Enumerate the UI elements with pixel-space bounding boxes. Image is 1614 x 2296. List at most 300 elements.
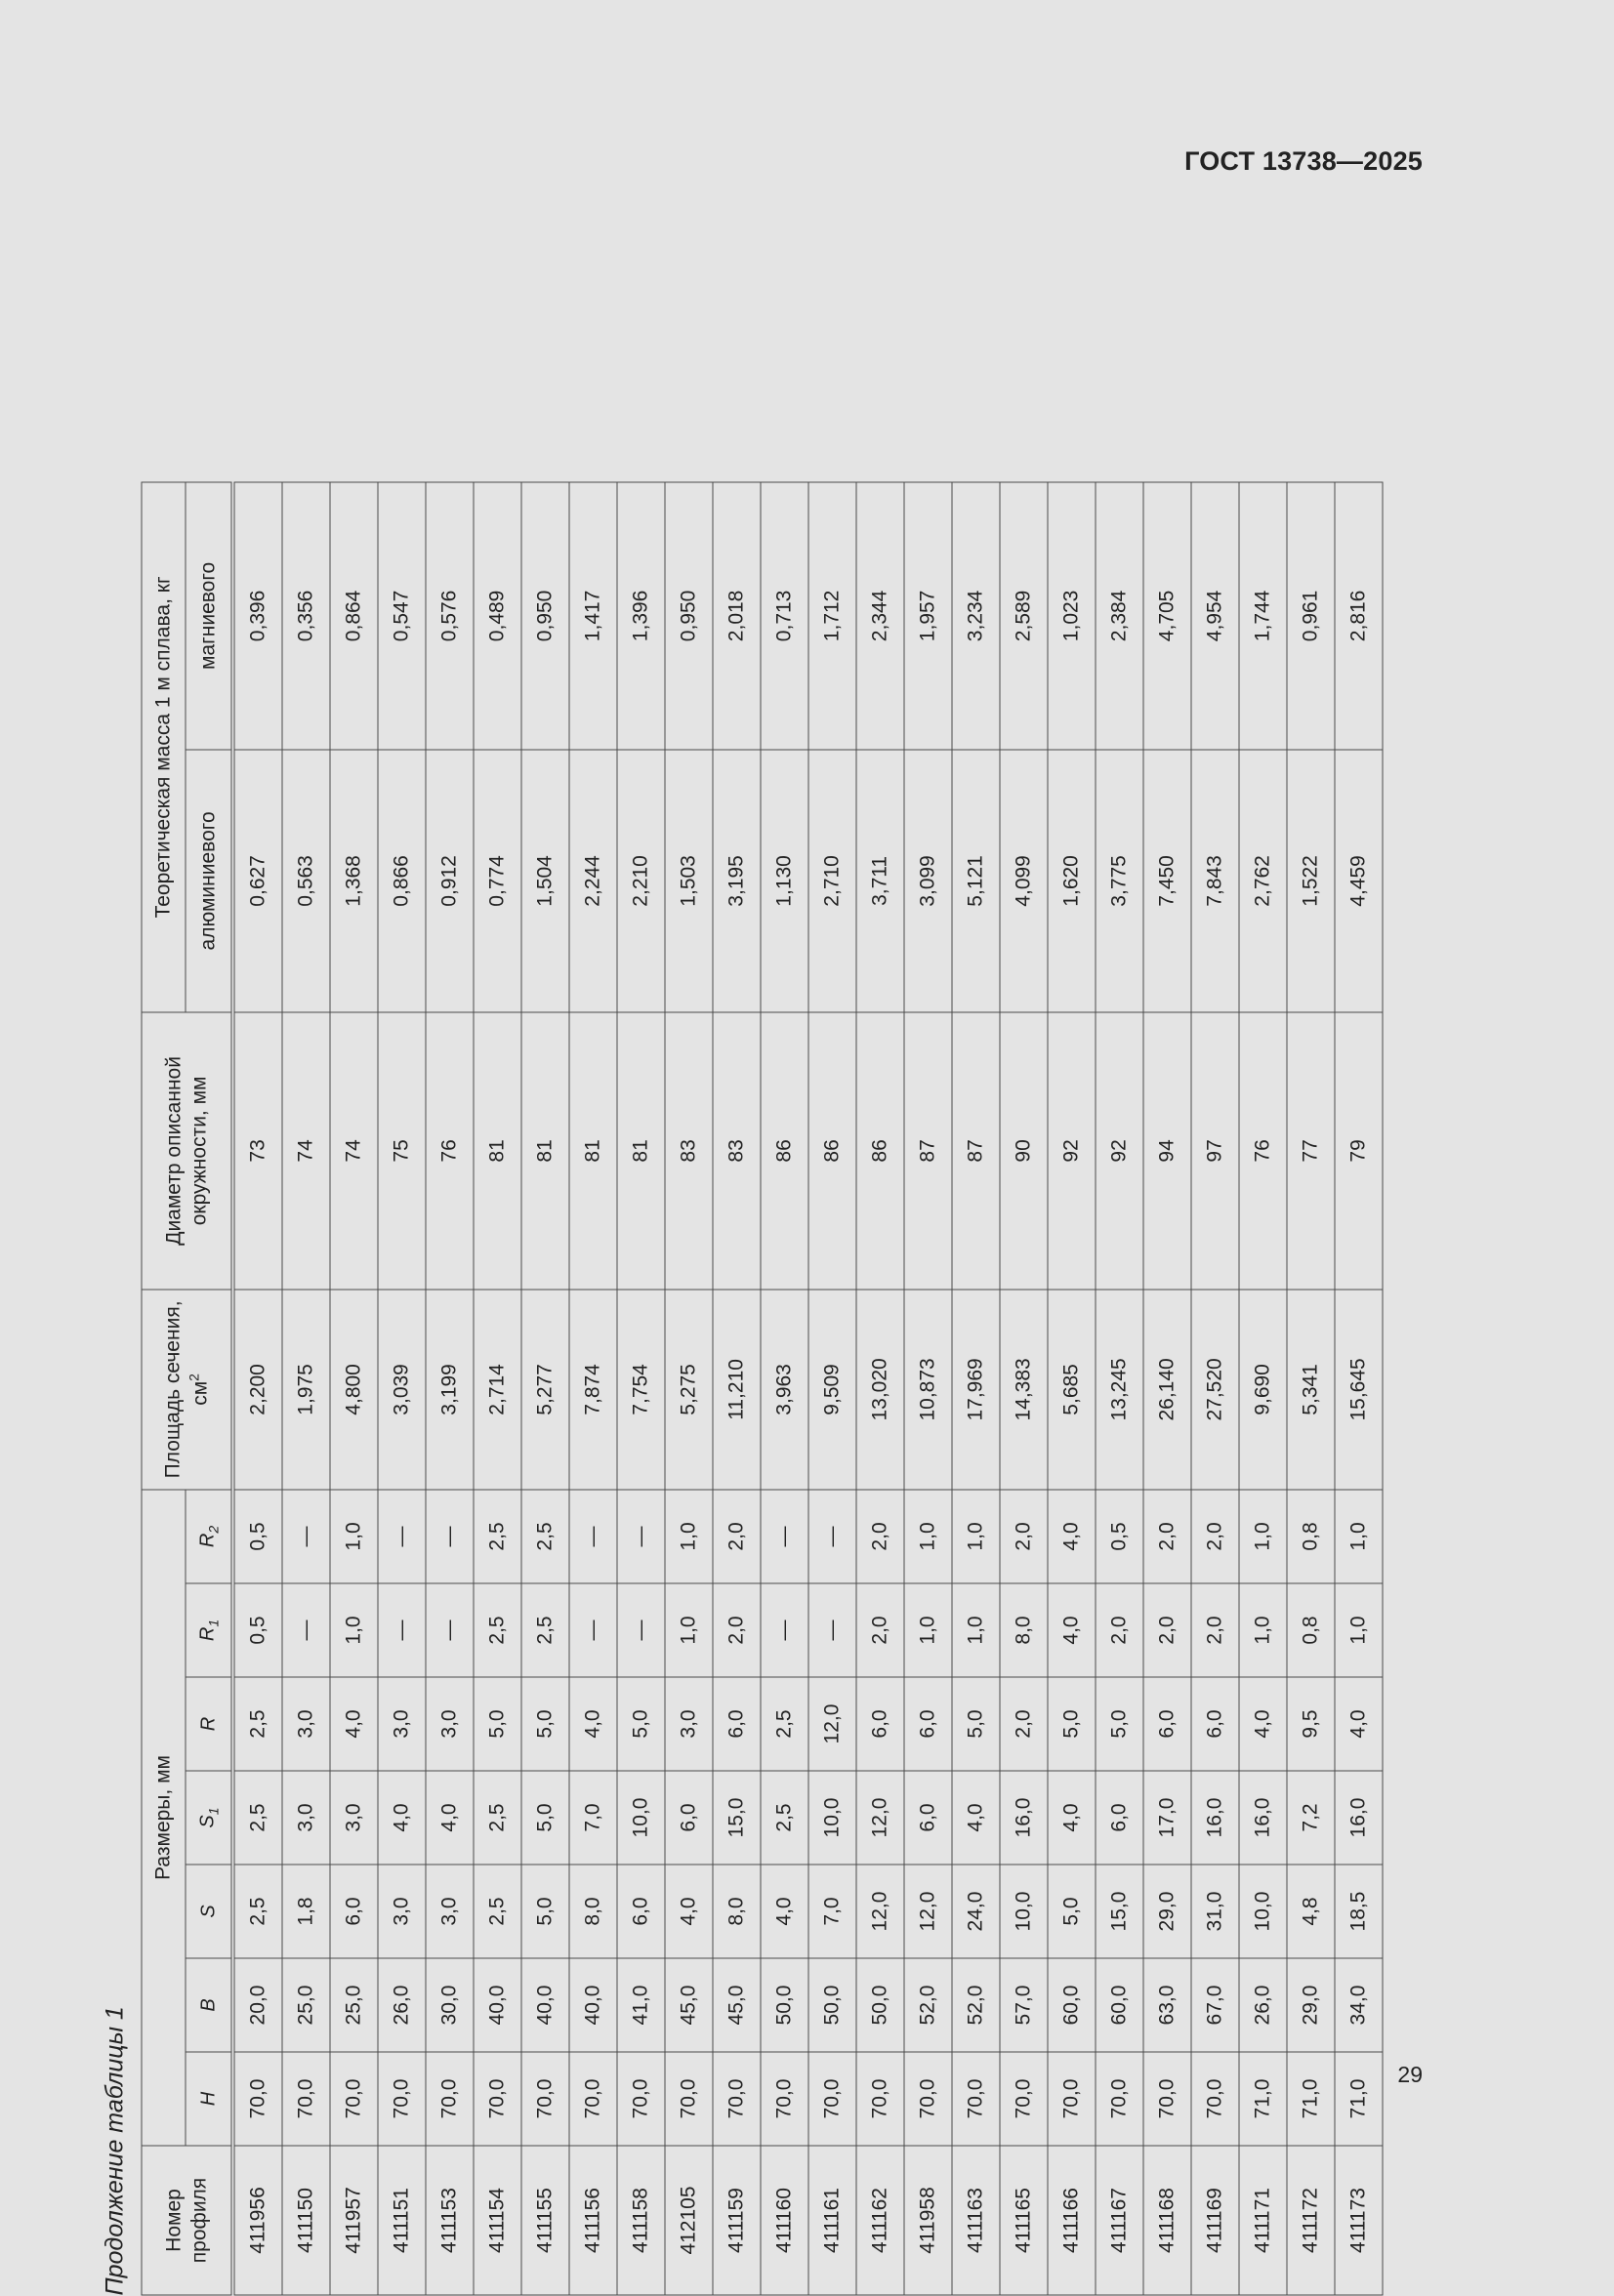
cell-r: 6,0	[856, 1677, 904, 1771]
cell-h: 70,0	[233, 2052, 283, 2146]
header-area	[142, 1290, 233, 1490]
table-row	[521, 482, 569, 2295]
cell-r2: 0,5	[233, 1490, 283, 1583]
cell-diameter: 86	[761, 1012, 808, 1290]
cell-h: 70,0	[904, 2052, 952, 2146]
cell-s1: 4,0	[378, 1771, 426, 1865]
header-S1-text: S	[196, 1815, 219, 1828]
cell-magnesium: 3,234	[952, 482, 1000, 750]
cell-profile: 411162	[856, 2146, 904, 2295]
cell-area: 3,039	[378, 1290, 426, 1490]
cell-aluminum: 3,099	[904, 750, 952, 1012]
cell-aluminum: 3,195	[713, 750, 761, 1012]
cell-r2: 2,0	[713, 1490, 761, 1583]
cell-profile: 411150	[282, 2146, 330, 2295]
cell-r1: 1,0	[1335, 1583, 1383, 1677]
cell-s1: 4,0	[426, 1771, 474, 1865]
cell-magnesium: 1,712	[808, 482, 856, 750]
cell-r2: 2,0	[856, 1490, 904, 1583]
cell-s1: 10,0	[617, 1771, 665, 1865]
table-row	[378, 482, 426, 2295]
cell-area: 26,140	[1143, 1290, 1191, 1490]
table-row	[904, 482, 952, 2295]
cell-r: 5,0	[1048, 1677, 1096, 1771]
header-R2	[186, 1490, 233, 1583]
cell-aluminum: 5,121	[952, 750, 1000, 1012]
cell-r: 4,0	[1239, 1677, 1287, 1771]
table-row	[617, 482, 665, 2295]
cell-s: 31,0	[1191, 1865, 1239, 1958]
cell-diameter: 87	[952, 1012, 1000, 1290]
cell-diameter: 81	[569, 1012, 617, 1290]
cell-aluminum: 1,368	[330, 750, 378, 1012]
cell-magnesium: 4,705	[1143, 482, 1191, 750]
cell-r: 3,0	[378, 1677, 426, 1771]
header-aluminum: алюминиевого	[186, 750, 233, 1012]
cell-magnesium: 0,356	[282, 482, 330, 750]
cell-area: 7,874	[569, 1290, 617, 1490]
cell-r: 3,0	[426, 1677, 474, 1771]
cell-r1: 2,0	[713, 1583, 761, 1677]
header-profile-number: Номер профиля	[142, 2146, 233, 2295]
cell-h: 70,0	[474, 2052, 521, 2146]
cell-profile: 411151	[378, 2146, 426, 2295]
cell-profile: 411173	[1335, 2146, 1383, 2295]
cell-magnesium: 2,384	[1096, 482, 1143, 750]
cell-magnesium: 1,023	[1048, 482, 1096, 750]
cell-area: 2,200	[233, 1290, 283, 1490]
cell-profile: 411958	[904, 2146, 952, 2295]
cell-r2: —	[569, 1490, 617, 1583]
cell-s1: 16,0	[1335, 1771, 1383, 1865]
cell-magnesium: 1,396	[617, 482, 665, 750]
cell-b: 60,0	[1096, 1958, 1143, 2052]
cell-s: 3,0	[426, 1865, 474, 1958]
cell-diameter: 90	[1000, 1012, 1048, 1290]
cell-h: 71,0	[1287, 2052, 1335, 2146]
cell-h: 71,0	[1335, 2052, 1383, 2146]
cell-s1: 10,0	[808, 1771, 856, 1865]
cell-area: 3,963	[761, 1290, 808, 1490]
table-row	[1143, 482, 1191, 2295]
cell-r: 2,5	[761, 1677, 808, 1771]
cell-aluminum: 2,710	[808, 750, 856, 1012]
cell-diameter: 74	[330, 1012, 378, 1290]
cell-b: 40,0	[521, 1958, 569, 2052]
table-body	[233, 482, 1384, 2295]
header-dimensions: Размеры, мм	[142, 1490, 186, 2146]
cell-r1: 2,0	[1191, 1583, 1239, 1677]
header-H: H	[186, 2052, 233, 2146]
cell-profile: 411168	[1143, 2146, 1191, 2295]
cell-s: 8,0	[713, 1865, 761, 1958]
cell-magnesium: 2,589	[1000, 482, 1048, 750]
cell-r2: 2,0	[1143, 1490, 1191, 1583]
cell-s1: 4,0	[952, 1771, 1000, 1865]
cell-h: 70,0	[1000, 2052, 1048, 2146]
cell-diameter: 86	[808, 1012, 856, 1290]
cell-aluminum: 0,912	[426, 750, 474, 1012]
cell-aluminum: 1,504	[521, 750, 569, 1012]
cell-magnesium: 0,950	[521, 482, 569, 750]
header-diameter: Диаметр описанной окружности, мм	[142, 1012, 233, 1290]
cell-h: 70,0	[1048, 2052, 1096, 2146]
cell-area: 9,509	[808, 1290, 856, 1490]
cell-r2: 1,0	[330, 1490, 378, 1583]
cell-r: 6,0	[1143, 1677, 1191, 1771]
cell-h: 70,0	[282, 2052, 330, 2146]
cell-b: 26,0	[1239, 1958, 1287, 2052]
cell-r: 12,0	[808, 1677, 856, 1771]
cell-s: 2,5	[233, 1865, 283, 1958]
cell-s: 3,0	[378, 1865, 426, 1958]
cell-aluminum: 0,774	[474, 750, 521, 1012]
cell-s1: 5,0	[521, 1771, 569, 1865]
table-continuation-label: Продолжение таблицы 1	[101, 2006, 129, 2296]
cell-r2: 4,0	[1048, 1490, 1096, 1583]
header-R1-text: R	[196, 1626, 219, 1642]
cell-r: 5,0	[617, 1677, 665, 1771]
cell-magnesium: 0,547	[378, 482, 426, 750]
cell-s1: 3,0	[282, 1771, 330, 1865]
table-row	[1000, 482, 1048, 2295]
cell-r2: 0,5	[1096, 1490, 1143, 1583]
cell-r2: 1,0	[952, 1490, 1000, 1583]
cell-r2: 2,5	[474, 1490, 521, 1583]
table-row	[1287, 482, 1335, 2295]
cell-s1: 6,0	[665, 1771, 713, 1865]
cell-profile: 412105	[665, 2146, 713, 2295]
cell-diameter: 74	[282, 1012, 330, 1290]
cell-h: 70,0	[521, 2052, 569, 2146]
cell-aluminum: 1,503	[665, 750, 713, 1012]
cell-profile: 411153	[426, 2146, 474, 2295]
cell-profile: 411159	[713, 2146, 761, 2295]
cell-profile: 411154	[474, 2146, 521, 2295]
cell-h: 70,0	[761, 2052, 808, 2146]
profiles-table	[142, 481, 1384, 2295]
table-row	[761, 482, 808, 2295]
cell-h: 70,0	[1191, 2052, 1239, 2146]
header-area-sup: 2	[186, 1374, 201, 1381]
cell-r: 5,0	[474, 1677, 521, 1771]
cell-s: 6,0	[330, 1865, 378, 1958]
cell-s1: 16,0	[1239, 1771, 1287, 1865]
cell-diameter: 92	[1048, 1012, 1096, 1290]
cell-area: 5,277	[521, 1290, 569, 1490]
header-B: B	[186, 1958, 233, 2052]
table-row	[330, 482, 378, 2295]
cell-diameter: 83	[665, 1012, 713, 1290]
table-row	[1048, 482, 1096, 2295]
cell-b: 34,0	[1335, 1958, 1383, 2052]
cell-s1: 6,0	[904, 1771, 952, 1865]
cell-r: 6,0	[1191, 1677, 1239, 1771]
cell-area: 14,383	[1000, 1290, 1048, 1490]
cell-s1: 2,5	[233, 1771, 283, 1865]
cell-magnesium: 1,744	[1239, 482, 1287, 750]
table-row	[808, 482, 856, 2295]
cell-r1: 1,0	[1239, 1583, 1287, 1677]
cell-s: 18,5	[1335, 1865, 1383, 1958]
cell-aluminum: 3,711	[856, 750, 904, 1012]
cell-area: 7,754	[617, 1290, 665, 1490]
cell-profile: 411161	[808, 2146, 856, 2295]
cell-aluminum: 0,627	[233, 750, 283, 1012]
cell-h: 70,0	[569, 2052, 617, 2146]
cell-b: 52,0	[904, 1958, 952, 2052]
table-row	[474, 482, 521, 2295]
cell-aluminum: 0,866	[378, 750, 426, 1012]
cell-diameter: 97	[1191, 1012, 1239, 1290]
cell-s1: 16,0	[1191, 1771, 1239, 1865]
cell-b: 45,0	[665, 1958, 713, 2052]
cell-s: 7,0	[808, 1865, 856, 1958]
cell-diameter: 76	[1239, 1012, 1287, 1290]
cell-s: 4,0	[665, 1865, 713, 1958]
header-area-text: Площадь сечения, см	[161, 1300, 211, 1479]
cell-s1: 2,5	[761, 1771, 808, 1865]
cell-area: 10,873	[904, 1290, 952, 1490]
cell-area: 27,520	[1191, 1290, 1239, 1490]
cell-r1: 4,0	[1048, 1583, 1096, 1677]
table-row	[856, 482, 904, 2295]
cell-r1: —	[569, 1583, 617, 1677]
cell-s1: 12,0	[856, 1771, 904, 1865]
cell-r2: —	[808, 1490, 856, 1583]
cell-h: 70,0	[665, 2052, 713, 2146]
header-S1	[186, 1771, 233, 1865]
table-row	[1191, 482, 1239, 2295]
cell-r2: —	[761, 1490, 808, 1583]
header-mass: Теоретическая масса 1 м сплава, кг	[142, 482, 186, 1012]
cell-b: 25,0	[330, 1958, 378, 2052]
cell-diameter: 81	[617, 1012, 665, 1290]
cell-diameter: 86	[856, 1012, 904, 1290]
cell-r2: 0,8	[1287, 1490, 1335, 1583]
cell-b: 50,0	[856, 1958, 904, 2052]
cell-b: 50,0	[761, 1958, 808, 2052]
cell-aluminum: 7,450	[1143, 750, 1191, 1012]
table-row	[1096, 482, 1143, 2295]
cell-s: 8,0	[569, 1865, 617, 1958]
cell-r: 4,0	[1335, 1677, 1383, 1771]
cell-s: 24,0	[952, 1865, 1000, 1958]
cell-r2: 1,0	[1239, 1490, 1287, 1583]
cell-b: 57,0	[1000, 1958, 1048, 2052]
cell-profile: 411956	[233, 2146, 283, 2295]
cell-r1: 1,0	[665, 1583, 713, 1677]
cell-aluminum: 7,843	[1191, 750, 1239, 1012]
cell-aluminum: 4,099	[1000, 750, 1048, 1012]
cell-b: 20,0	[233, 1958, 283, 2052]
header-R: R	[186, 1677, 233, 1771]
cell-r1: —	[808, 1583, 856, 1677]
cell-diameter: 75	[378, 1012, 426, 1290]
cell-diameter: 77	[1287, 1012, 1335, 1290]
cell-profile: 411167	[1096, 2146, 1143, 2295]
cell-area: 13,245	[1096, 1290, 1143, 1490]
cell-magnesium: 1,957	[904, 482, 952, 750]
cell-aluminum: 3,775	[1096, 750, 1143, 1012]
cell-area: 5,685	[1048, 1290, 1096, 1490]
cell-s: 4,0	[761, 1865, 808, 1958]
cell-r: 4,0	[330, 1677, 378, 1771]
cell-s: 5,0	[521, 1865, 569, 1958]
cell-s: 4,8	[1287, 1865, 1335, 1958]
cell-r1: 1,0	[952, 1583, 1000, 1677]
cell-r: 3,0	[665, 1677, 713, 1771]
cell-r2: 1,0	[1335, 1490, 1383, 1583]
header-S1-sub: 1	[205, 1807, 222, 1816]
cell-aluminum: 1,130	[761, 750, 808, 1012]
cell-area: 2,714	[474, 1290, 521, 1490]
cell-r1: 1,0	[904, 1583, 952, 1677]
cell-magnesium: 0,864	[330, 482, 378, 750]
cell-aluminum: 0,563	[282, 750, 330, 1012]
header-R1-sub: 1	[205, 1619, 222, 1627]
cell-r2: 1,0	[665, 1490, 713, 1583]
table-row	[233, 482, 283, 2295]
cell-r2: 2,0	[1191, 1490, 1239, 1583]
cell-h: 70,0	[952, 2052, 1000, 2146]
cell-profile: 411158	[617, 2146, 665, 2295]
header-magnesium: магниевого	[186, 482, 233, 750]
cell-area: 5,341	[1287, 1290, 1335, 1490]
cell-magnesium: 2,018	[713, 482, 761, 750]
cell-s1: 15,0	[713, 1771, 761, 1865]
cell-b: 40,0	[474, 1958, 521, 2052]
cell-r2: —	[282, 1490, 330, 1583]
cell-r2: —	[426, 1490, 474, 1583]
cell-r: 4,0	[569, 1677, 617, 1771]
cell-r1: —	[378, 1583, 426, 1677]
cell-h: 70,0	[856, 2052, 904, 2146]
cell-r1: 2,0	[856, 1583, 904, 1677]
cell-magnesium: 0,950	[665, 482, 713, 750]
cell-b: 45,0	[713, 1958, 761, 2052]
cell-magnesium: 0,961	[1287, 482, 1335, 750]
rotated-table-area	[101, 483, 1370, 2296]
cell-aluminum: 2,762	[1239, 750, 1287, 1012]
cell-diameter: 83	[713, 1012, 761, 1290]
cell-s: 29,0	[1143, 1865, 1191, 1958]
cell-magnesium: 0,576	[426, 482, 474, 750]
cell-diameter: 92	[1096, 1012, 1143, 1290]
table-row	[569, 482, 617, 2295]
cell-b: 52,0	[952, 1958, 1000, 2052]
cell-b: 67,0	[1191, 1958, 1239, 2052]
cell-magnesium: 0,396	[233, 482, 283, 750]
cell-r1: —	[761, 1583, 808, 1677]
cell-s: 12,0	[904, 1865, 952, 1958]
cell-r: 5,0	[521, 1677, 569, 1771]
cell-s: 10,0	[1239, 1865, 1287, 1958]
cell-b: 25,0	[282, 1958, 330, 2052]
cell-r1: —	[282, 1583, 330, 1677]
header-R2-sub: 2	[205, 1525, 222, 1534]
cell-diameter: 76	[426, 1012, 474, 1290]
cell-r1: 0,8	[1287, 1583, 1335, 1677]
cell-profile: 411169	[1191, 2146, 1239, 2295]
cell-h: 70,0	[378, 2052, 426, 2146]
cell-r: 3,0	[282, 1677, 330, 1771]
cell-r: 5,0	[952, 1677, 1000, 1771]
cell-diameter: 94	[1143, 1012, 1191, 1290]
cell-h: 70,0	[617, 2052, 665, 2146]
cell-s1: 7,0	[569, 1771, 617, 1865]
cell-profile: 411160	[761, 2146, 808, 2295]
cell-b: 30,0	[426, 1958, 474, 2052]
table-row	[952, 482, 1000, 2295]
cell-h: 70,0	[330, 2052, 378, 2146]
cell-profile: 411155	[521, 2146, 569, 2295]
cell-area: 3,199	[426, 1290, 474, 1490]
header-S: S	[186, 1865, 233, 1958]
cell-s1: 4,0	[1048, 1771, 1096, 1865]
cell-r1: 8,0	[1000, 1583, 1048, 1677]
cell-s1: 16,0	[1000, 1771, 1048, 1865]
cell-aluminum: 2,244	[569, 750, 617, 1012]
cell-r2: —	[617, 1490, 665, 1583]
cell-b: 63,0	[1143, 1958, 1191, 2052]
cell-profile: 411165	[1000, 2146, 1048, 2295]
cell-b: 41,0	[617, 1958, 665, 2052]
cell-s: 6,0	[617, 1865, 665, 1958]
cell-b: 60,0	[1048, 1958, 1096, 2052]
cell-h: 70,0	[808, 2052, 856, 2146]
cell-area: 11,210	[713, 1290, 761, 1490]
cell-area: 9,690	[1239, 1290, 1287, 1490]
table-row	[1239, 482, 1287, 2295]
cell-r: 9,5	[1287, 1677, 1335, 1771]
cell-s1: 7,2	[1287, 1771, 1335, 1865]
cell-b: 29,0	[1287, 1958, 1335, 2052]
cell-magnesium: 1,417	[569, 482, 617, 750]
cell-b: 26,0	[378, 1958, 426, 2052]
cell-profile: 411172	[1287, 2146, 1335, 2295]
cell-s: 10,0	[1000, 1865, 1048, 1958]
cell-s: 15,0	[1096, 1865, 1143, 1958]
table-row	[282, 482, 330, 2295]
cell-profile: 411171	[1239, 2146, 1287, 2295]
table-row	[1335, 482, 1383, 2295]
cell-diameter: 79	[1335, 1012, 1383, 1290]
cell-magnesium: 0,489	[474, 482, 521, 750]
cell-r: 2,5	[233, 1677, 283, 1771]
table-row	[665, 482, 713, 2295]
cell-h: 70,0	[426, 2052, 474, 2146]
cell-aluminum: 1,620	[1048, 750, 1096, 1012]
cell-diameter: 81	[474, 1012, 521, 1290]
cell-profile: 411166	[1048, 2146, 1096, 2295]
cell-r1: 2,5	[521, 1583, 569, 1677]
cell-s: 1,8	[282, 1865, 330, 1958]
cell-r2: 2,0	[1000, 1490, 1048, 1583]
cell-area: 17,969	[952, 1290, 1000, 1490]
cell-area: 15,645	[1335, 1290, 1383, 1490]
cell-r: 6,0	[904, 1677, 952, 1771]
cell-magnesium: 0,713	[761, 482, 808, 750]
cell-h: 70,0	[713, 2052, 761, 2146]
cell-s1: 2,5	[474, 1771, 521, 1865]
cell-area: 4,800	[330, 1290, 378, 1490]
cell-s1: 17,0	[1143, 1771, 1191, 1865]
cell-aluminum: 4,459	[1335, 750, 1383, 1012]
page-number: 29	[1397, 2062, 1423, 2087]
cell-b: 40,0	[569, 1958, 617, 2052]
cell-h: 70,0	[1143, 2052, 1191, 2146]
